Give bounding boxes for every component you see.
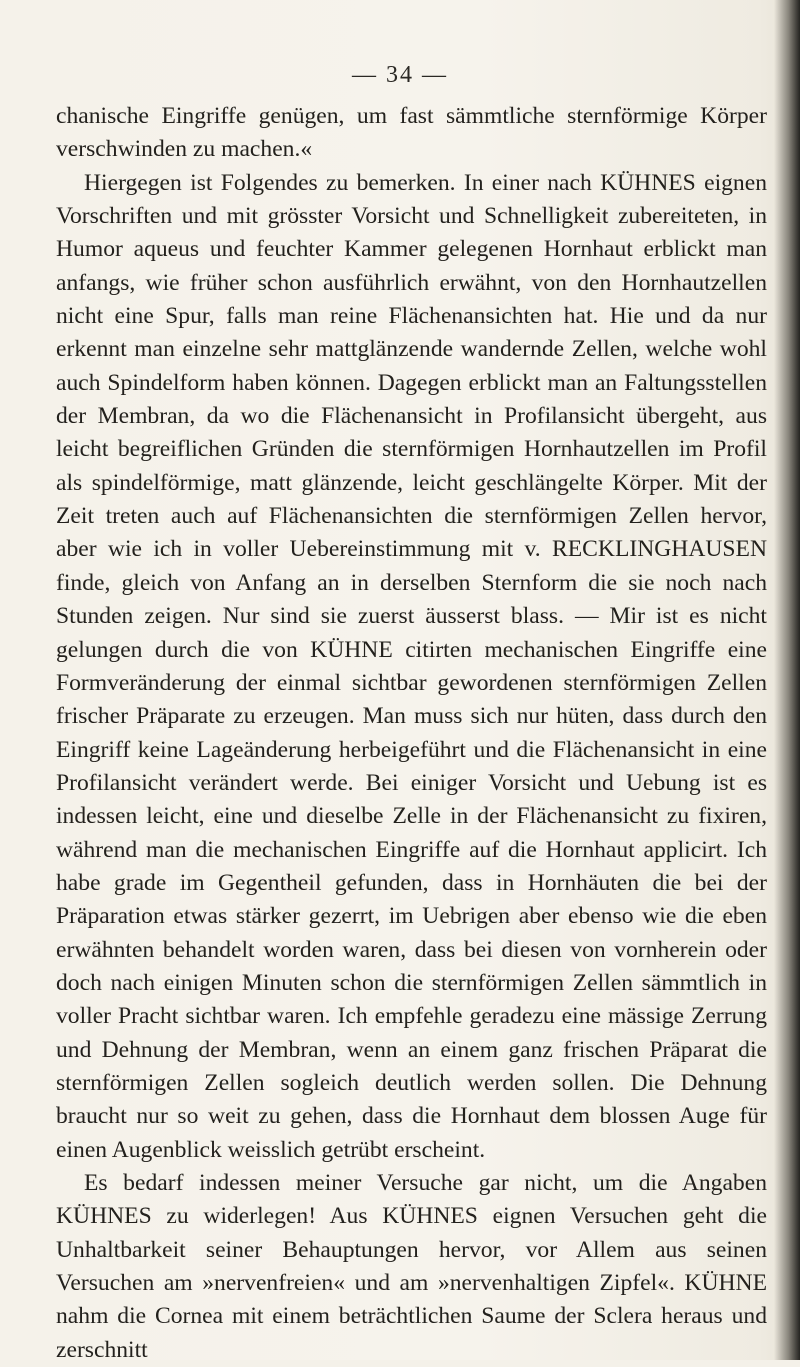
paragraph-2: Hiergegen ist Folgendes zu bemerken. In einer nach KÜHNES eignen Vorschriften und mit grösster Vorsicht und Schnelligkeit zubereiteten, in Humor aqueus und feuchter Kammer gelegenen Hornhaut erblickt man anfangs, wie früher schon ausführlich erwähnt, von den Hornhautzellen nicht eine Spur, falls man reine Flächenansichten hat. Hie und da nur erkennt man einzelne sehr mattglänzende wandernde Zellen, welche wohl auch Spindelform haben können. Dagegen erblickt man an Faltungsstellen der Membran, da wo die Flächenansicht in Profilansicht übergeht, aus leicht begreiflichen Gründen die sternförmigen Hornhautzellen im Profil als spindelförmige, matt glänzende, leicht geschlängelte Körper. Mit der Zeit treten auch auf Flächenansichten die sternförmigen Zellen hervor, aber wie ich in voller Uebereinstimmung mit v. RECKLINGHAUSEN finde, gleich von Anfang an in derselben Sternform die sie noch nach Stunden zeigen. Nur sind sie zuerst äusserst blass. — Mir ist es nicht gelungen durch die von KÜHNE citirten mechanischen Eingriffe eine Formveränderung der einmal sichtbar gewordenen sternförmigen Zellen frischer Präparate zu erzeugen. Man muss sich nur hüten, dass durch den Eingriff keine Lageänderung herbeigeführt und die Flächenansicht in eine Profilansicht verändert werde. Bei einiger Vorsicht und Uebung ist es indessen leicht, eine und dieselbe Zelle in der Flächenansicht zu fixiren, während man die mechanischen Eingriffe auf die Hornhaut applicirt. Ich habe grade im Gegentheil gefunden, dass in Hornhäuten die bei der Präparation etwas stärker gezerrt, im Uebrigen aber ebenso wie die eben erwähnten behandelt worden waren, dass bei diesen von vornherein oder doch nach einigen Minuten schon die sternförmigen Zellen sämmtlich in voller Pracht sichtbar waren. Ich empfehle geradezu eine mässige Zerrung und Dehnung der Membran, wenn an einem ganz frischen Präparat die sternförmigen Zellen sogleich deutlich werden sollen. Die Dehnung braucht nur so weit zu gehen, dass die Hornhaut dem blossen Auge für einen Augenblick weisslich getrübt erscheint. bbox=[56, 169, 767, 1163]
paragraph-1: chanische Eingriffe genügen, um fast sämmtliche sternförmige Körper verschwinden zu machen.« bbox=[56, 103, 767, 163]
page-number: — 34 — bbox=[352, 62, 448, 88]
body-text bbox=[56, 100, 767, 1367]
paragraph-3: Es bedarf indessen meiner Versuche gar nicht, um die Angaben KÜHNES zu widerlegen! Aus KÜHNES eignen Versuchen geht die Unhaltbarkeit seiner Behauptungen hervor, vor Allem aus seinen Versuchen am »nervenfreien« und am »nervenhaltigen Zipfel«. KÜHNE nahm die Cornea mit einem beträchtlichen Saume der Sclera heraus und zerschnitt bbox=[56, 1170, 767, 1363]
page-edge-shadow bbox=[774, 0, 800, 1360]
